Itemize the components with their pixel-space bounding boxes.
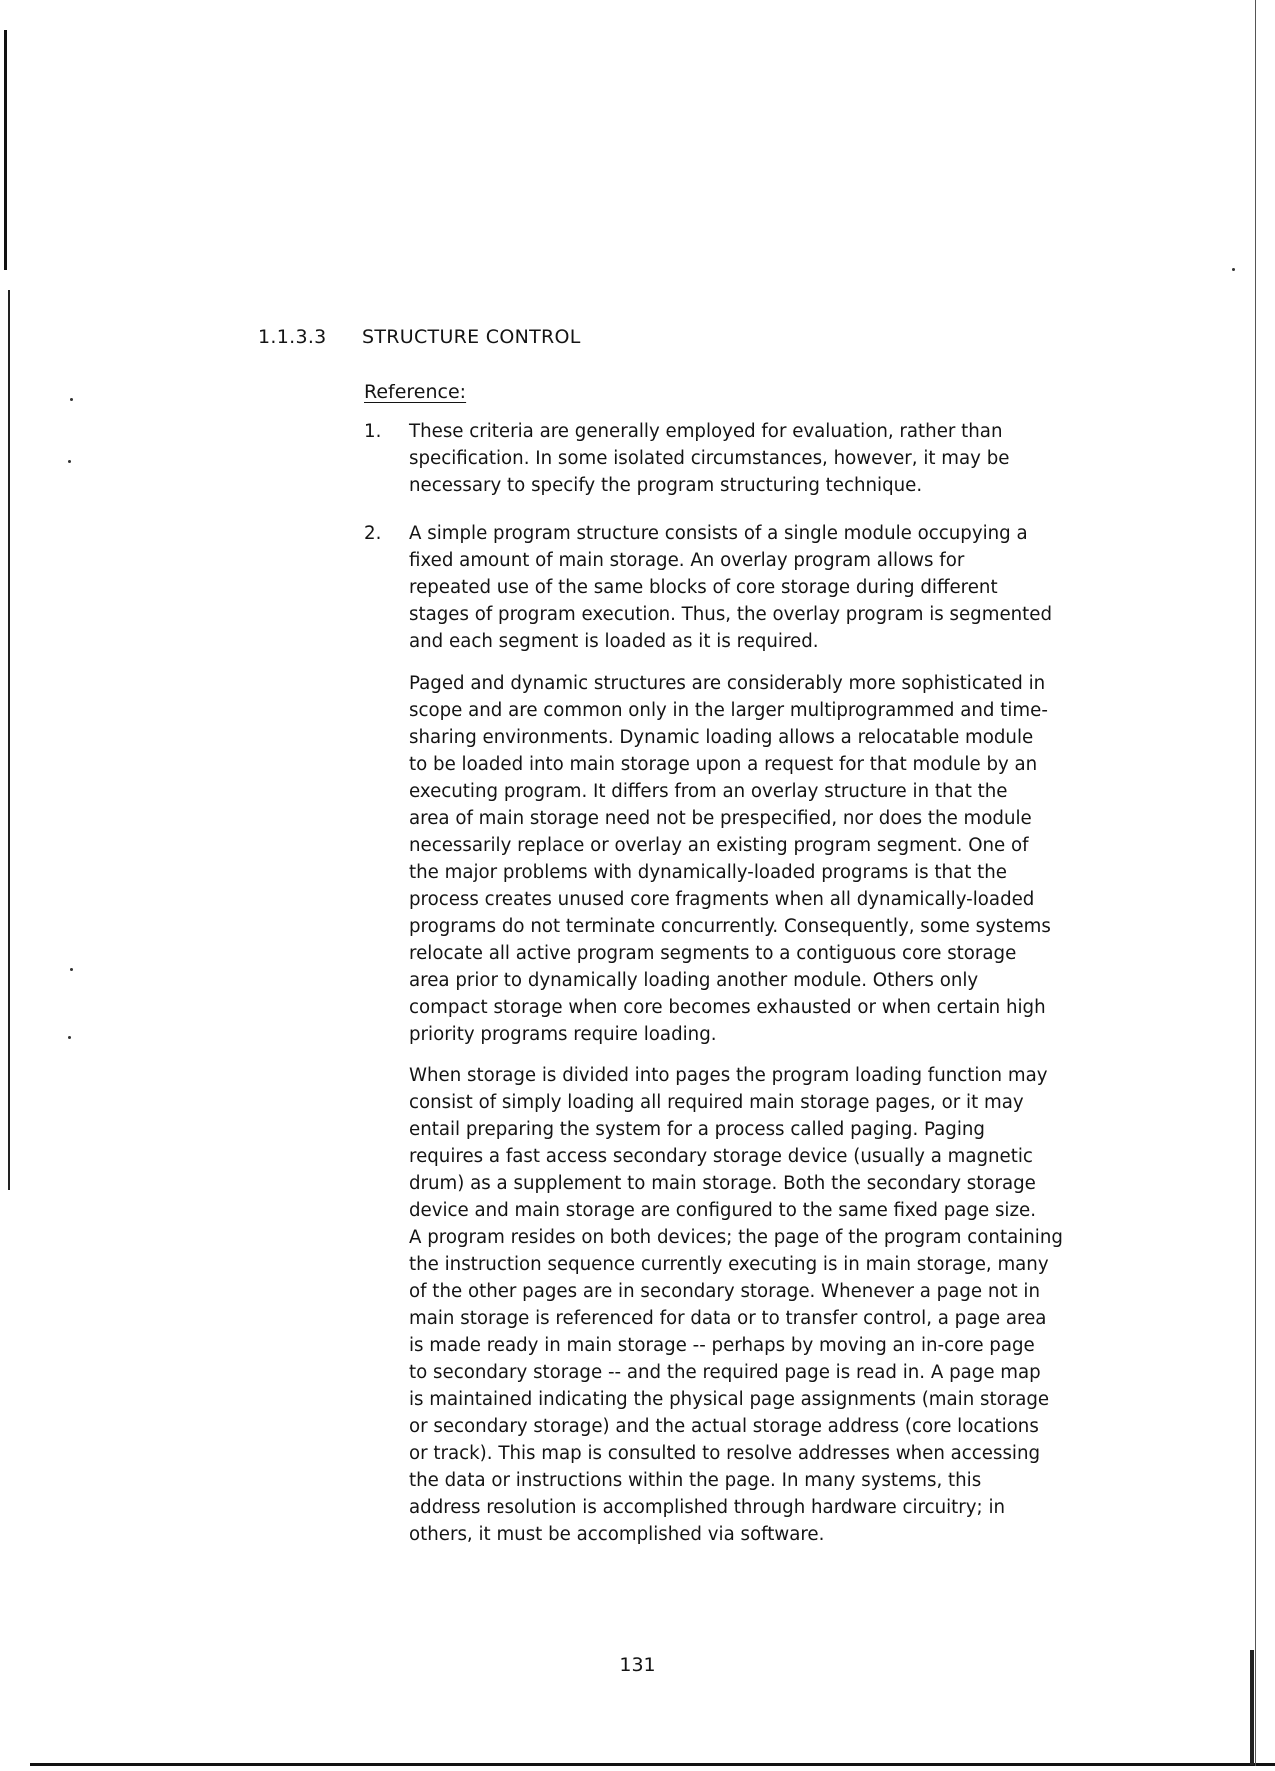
text-line: requires a fast access secondary storage device (usually a magnetic <box>409 1146 1033 1167</box>
text-line: entail preparing the system for a process called paging. Paging <box>409 1119 985 1140</box>
paragraph-paging <box>409 1062 1109 1548</box>
section-heading <box>258 326 581 348</box>
text-line: of the other pages are in secondary storage. Whenever a page not in <box>409 1281 1041 1302</box>
text-line: Paged and dynamic structures are considerably more sophisticated in <box>409 673 1046 694</box>
scan-edge-left-top <box>4 30 7 270</box>
text-line: priority programs require loading. <box>409 1024 717 1045</box>
text-line: area of main storage need not be prespecified, nor does the module <box>409 808 1032 829</box>
section-title: STRUCTURE CONTROL <box>362 326 581 348</box>
text-line: A program resides on both devices; the page of the program containing <box>409 1227 1063 1248</box>
text-line: programs do not terminate concurrently. Consequently, some systems <box>409 916 1051 937</box>
text-line: These criteria are generally employed for evaluation, rather than <box>409 421 1003 442</box>
item-body <box>409 418 1104 499</box>
text-line: executing program. It differs from an overlay structure in that the <box>409 781 1008 802</box>
text-line: or track). This map is consulted to resolve addresses when accessing <box>409 1443 1041 1464</box>
text-line: and each segment is loaded as it is required. <box>409 631 819 652</box>
text-line: main storage is referenced for data or to transfer control, a page area <box>409 1308 1047 1329</box>
text-line: area prior to dynamically loading another module. Others only <box>409 970 979 991</box>
scan-speck <box>1232 268 1235 271</box>
scan-edge-bottom <box>30 1763 1275 1766</box>
text-line: fixed amount of main storage. An overlay program allows for <box>409 550 965 571</box>
text-line: repeated use of the same blocks of core storage during different <box>409 577 998 598</box>
numbered-item-1 <box>364 418 1104 499</box>
text-line: address resolution is accomplished through hardware circuitry; in <box>409 1497 1006 1518</box>
text-line: necessary to specify the program structuring technique. <box>409 475 923 496</box>
text-line: to be loaded into main storage upon a request for that module by an <box>409 754 1038 775</box>
text-line: is made ready in main storage -- perhaps by moving an in-core page <box>409 1335 1035 1356</box>
scan-edge-left-mid <box>8 290 10 1190</box>
text-line: sharing environments. Dynamic loading allows a relocatable module <box>409 727 1034 748</box>
text-line: specification. In some isolated circumstances, however, it may be <box>409 448 1010 469</box>
text-line: device and main storage are configured to the same fixed page size. <box>409 1200 1036 1221</box>
text-line: necessarily replace or overlay an existing program segment. One of <box>409 835 1029 856</box>
text-line: consist of simply loading all required main storage pages, or it may <box>409 1092 1024 1113</box>
scan-speck <box>68 1036 71 1039</box>
text-line: to secondary storage -- and the required page is read in. A page map <box>409 1362 1041 1383</box>
text-line: A simple program structure consists of a single module occupying a <box>409 523 1028 544</box>
text-line: scope and are common only in the larger multiprogrammed and time- <box>409 700 1048 721</box>
text-line: When storage is divided into pages the program loading function may <box>409 1065 1048 1086</box>
section-number: 1.1.3.3 <box>258 326 327 348</box>
text-line: the data or instructions within the page. In many systems, this <box>409 1470 982 1491</box>
numbered-item-2 <box>364 520 1104 655</box>
item-marker: 2. <box>364 523 382 544</box>
scan-speck <box>70 968 73 971</box>
text-line: is maintained indicating the physical page assignments (main storage <box>409 1389 1050 1410</box>
scan-speck <box>70 398 73 401</box>
text-line: compact storage when core becomes exhausted or when certain high <box>409 997 1046 1018</box>
text-line: drum) as a supplement to main storage. Both the secondary storage <box>409 1173 1036 1194</box>
text-line: process creates unused core fragments when all dynamically-loaded <box>409 889 1035 910</box>
scan-edge-right <box>1255 0 1256 1766</box>
item-body <box>409 520 1104 655</box>
text-line: or secondary storage) and the actual storage address (core locations <box>409 1416 1039 1437</box>
paragraph-dynamic-structures <box>409 670 1109 1048</box>
text-line: the instruction sequence currently executing is in main storage, many <box>409 1254 1049 1275</box>
scan-speck <box>68 460 71 463</box>
text-line: the major problems with dynamically-loaded programs is that the <box>409 862 1007 883</box>
text-line: relocate all active program segments to a contiguous core storage <box>409 943 1017 964</box>
text-line: stages of program execution. Thus, the overlay program is segmented <box>409 604 1053 625</box>
text-line: others, it must be accomplished via software. <box>409 1524 825 1545</box>
item-marker: 1. <box>364 421 382 442</box>
reference-label: Reference: <box>364 381 467 403</box>
page-number: 131 <box>619 1654 656 1676</box>
